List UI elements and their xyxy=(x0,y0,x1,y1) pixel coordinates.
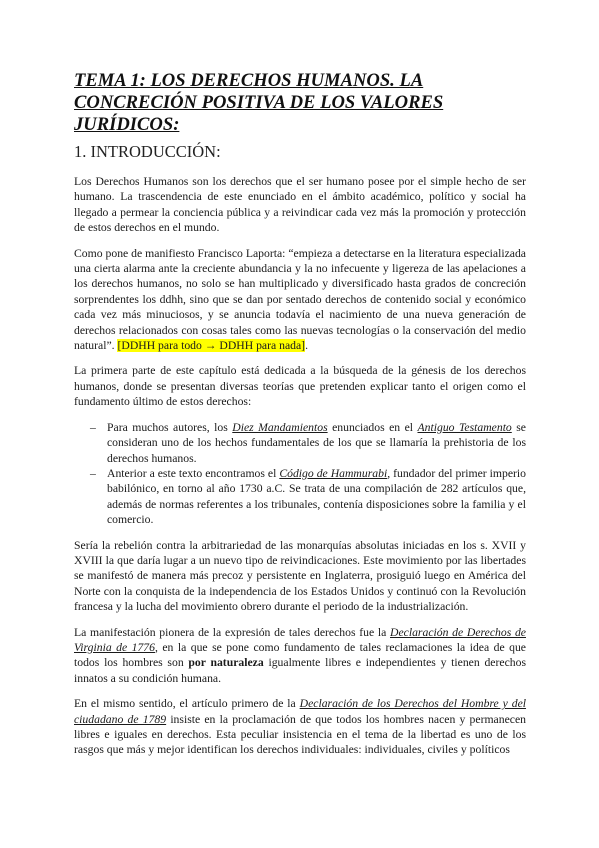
paragraph-text: insiste en la proclamación de que todos los hombres nacen y permanecen libres e iguales en derechos. Esta peculiar insistencia en el tema de la libertad es uno de los rasgos que más y mejor identifican los derechos individuales: individuales, civiles y políticos xyxy=(74,712,526,757)
quote-text: Como pone de manifiesto Francisco Laporta: “empieza a detectarse en la literatura especializada una cierta alarma ante la creciente abundancia y la no infecuente y ligereza de las apelaciones a los derechos humanos, no solo se han multiplicado y diversificado hasta grados de concreción sorprendentes los ddhh, sino que se dan por sentado derechos de contenido social y económico cada vez más minuciosos, y se anuncia todavía el nacimiento de una nueva generación de derechos relacionados con cosas tales como las nuevas tecnologías o la conservación del medio natural”. xyxy=(74,246,526,353)
highlighted-note: [DDHH para todo → DDHH para nada] xyxy=(117,339,306,353)
bullet-list xyxy=(74,420,526,528)
paragraph-declaracion-1789 xyxy=(74,696,526,758)
ref-codigo-hammurabi: Código de Hammurabi xyxy=(279,466,388,480)
ref-declaracion-1789: Declaración de los Derechos del Hombre y del ciudadano de 1789 xyxy=(74,697,527,726)
bullet-text: Para muchos autores, los xyxy=(107,420,233,434)
paragraph-text: , en la que se pone como fundamento de tales reclamaciones la idea de que todos los hombres son xyxy=(74,640,526,670)
section-heading: 1. INTRODUCCIÓN: xyxy=(74,142,221,161)
bullet-text: enunciados en el xyxy=(327,420,418,434)
paragraph-genesis: La primera parte de este capítulo está dedicada a la búsqueda de la génesis de los derechos humanos, donde se presentan diversas teorías que pretenden explicar tanto el origen como el fundamento último de estos derechos: xyxy=(74,364,526,409)
quote-end: . xyxy=(305,339,308,353)
bullet-text: Anterior a este texto encontramos el xyxy=(107,466,280,480)
paragraph-text: La manifestación pionera de la expresión de tales derechos fue la xyxy=(74,625,391,639)
bullet-dash: – xyxy=(90,420,96,434)
bullet-text: se consideran uno de los hechos fundamentales de los que se llamaría la prehistoria de los derechos humanos. xyxy=(107,420,526,465)
paragraph-text: igualmente libres e independientes y tienen derechos innatos a su condición humana. xyxy=(74,656,526,685)
ref-declaracion-virginia: Declaración de Derechos de Virginia de 1776 xyxy=(74,625,526,654)
paragraph-text: En el mismo sentido, el artículo primero de la xyxy=(74,697,300,711)
document-page xyxy=(74,70,526,768)
ref-antiguo-testamento: Antiguo Testamento xyxy=(417,420,512,434)
paragraph-laporta-quote xyxy=(74,246,526,354)
bullet-text: , fundador del primer imperio babilónico, en torno al año 1730 a.C. Se trata de una compilación de 282 artículos que, además de normas referentes a los tribunales, contenía disposiciones sobre la familia y el comercio. xyxy=(107,466,526,527)
paragraph-virginia xyxy=(74,625,526,687)
bullet-dash: – xyxy=(90,466,96,480)
paragraph-intro: Los Derechos Humanos son los derechos que el ser humano posee por el simple hecho de ser humano. La trascendencia de este enunciado en el ámbito académico, político y social ha llegado a permear la conciencia pública y a reivindicar cada vez más la promoción y protección de estos derechos en el mundo. xyxy=(74,175,526,235)
bold-por-naturaleza: por naturaleza xyxy=(188,656,264,670)
document-title: TEMA 1: LOS DERECHOS HUMANOS. LA CONCRECIÓN POSITIVA DE LOS VALORES JURÍDICOS: xyxy=(74,70,444,135)
ref-diez-mandamientos: Diez Mandamientos xyxy=(232,420,328,434)
paragraph-rebelion: Sería la rebelión contra la arbitrariedad de las monarquías absolutas iniciadas en los s. XVII y XVIII la que daría lugar a un nuevo tipo de reivindicaciones. Este movimiento por las libertades se manifestó de manera más precoz y persistente en Inglaterra, prosiguió luego en América del Norte con la conquista de la independencia de los Estados Unidos y continuó con la Revolución francesa y la lucha del movimiento obrero durante el periodo de la industrialización. xyxy=(74,538,526,614)
bullet-item-hammurabi xyxy=(74,466,526,528)
bullet-item-mandamientos xyxy=(74,420,526,466)
